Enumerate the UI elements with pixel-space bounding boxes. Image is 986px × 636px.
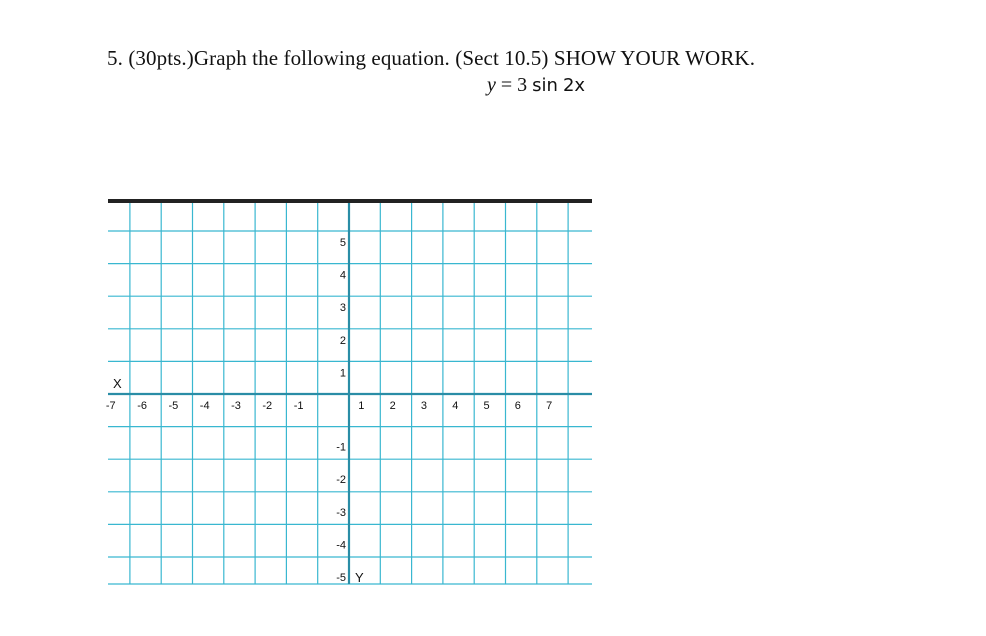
y-tick-label: 1	[339, 367, 346, 380]
x-tick-label: 1	[358, 400, 365, 412]
y-tick-label: -3	[336, 506, 346, 519]
problem-points: (30pts.)Graph the following equation.	[128, 46, 450, 70]
x-tick-label: 7	[546, 400, 553, 412]
y-tick-label: -1	[336, 441, 346, 454]
x-tick-label: 3	[420, 400, 428, 412]
x-tick-label: -5	[168, 400, 179, 412]
equation-lhs: y	[487, 74, 496, 96]
x-axis-label: X	[113, 376, 122, 391]
x-tick-label: -2	[262, 400, 273, 412]
x-tick-label: -1	[293, 400, 304, 412]
x-tick-label: -6	[137, 400, 147, 412]
x-tick-label: 6	[514, 400, 521, 412]
axes	[105, 201, 592, 584]
equation-coefficient: 3	[517, 74, 528, 96]
x-tick-label: -3	[231, 400, 241, 412]
y-tick-label: -2	[336, 474, 346, 487]
y-tick-label: 3	[339, 302, 346, 315]
y-tick-labels	[336, 237, 346, 584]
equation-equals: =	[500, 74, 513, 96]
y-tick-label: 4	[339, 269, 346, 282]
x-tick-label: 4	[452, 400, 459, 412]
problem-instruction: SHOW YOUR WORK.	[553, 46, 756, 70]
y-tick-label: 5	[339, 237, 346, 249]
problem-section: (Sect 10.5)	[455, 46, 549, 70]
x-tick-label: 5	[483, 400, 490, 412]
equation-argument: 2x	[562, 75, 586, 96]
y-tick-label: 2	[339, 334, 346, 347]
y-tick-label: -4	[336, 539, 346, 552]
y-axis-label: Y	[355, 570, 364, 585]
problem-number: 5.	[107, 46, 123, 70]
x-tick-labels	[106, 400, 552, 412]
x-tick-label: 2	[389, 400, 396, 412]
equation-function: sin	[532, 75, 558, 96]
x-tick-label: -4	[199, 400, 210, 412]
y-tick-label: -5	[336, 572, 346, 584]
x-tick-label: -7	[105, 400, 116, 412]
